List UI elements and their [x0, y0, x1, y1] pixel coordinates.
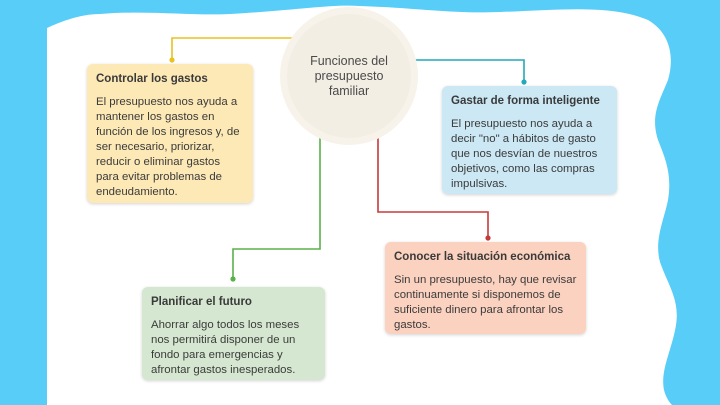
card-controlar-gastos — [87, 64, 253, 203]
card-body: El presupuesto nos ayuda a mantener los gastos en función de los ingresos y, de ser necesario, priorizar, reducir o eliminar gastos para evitar problemas de endeudamiento. — [96, 96, 240, 198]
central-topic-node — [287, 14, 411, 138]
connector-dot-planificar — [230, 276, 235, 281]
card-title: Controlar los gastos — [96, 73, 208, 85]
connector-dot-conocer — [485, 235, 490, 240]
card-title: Conocer la situación económica — [394, 251, 571, 263]
connector-dot-gastar — [521, 79, 526, 84]
card-gastar-inteligente — [442, 86, 617, 194]
card-title: Planificar el futuro — [151, 296, 252, 308]
card-conocer-situacion — [385, 242, 586, 334]
card-body: El presupuesto nos ayuda a decir "no" a hábitos de gasto que nos desvían de nuestros objetivos, como las compras impulsivas. — [451, 118, 598, 190]
connector-gastar — [410, 60, 524, 82]
card-body: Sin un presupuesto, hay que revisar continuamente si disponemos de suficiente dinero para afrontar los gastos. — [394, 274, 577, 331]
connector-controlar — [172, 38, 296, 60]
card-title: Gastar de forma inteligente — [451, 95, 600, 107]
connector-dot-controlar — [169, 57, 174, 62]
card-body: Ahorrar algo todos los meses nos permitirá disponer de un fondo para emergencias y afrontar gastos inesperados. — [151, 319, 300, 376]
card-planificar-futuro — [142, 287, 325, 380]
central-topic-title: Funciones del presupuesto familiar — [310, 53, 388, 98]
